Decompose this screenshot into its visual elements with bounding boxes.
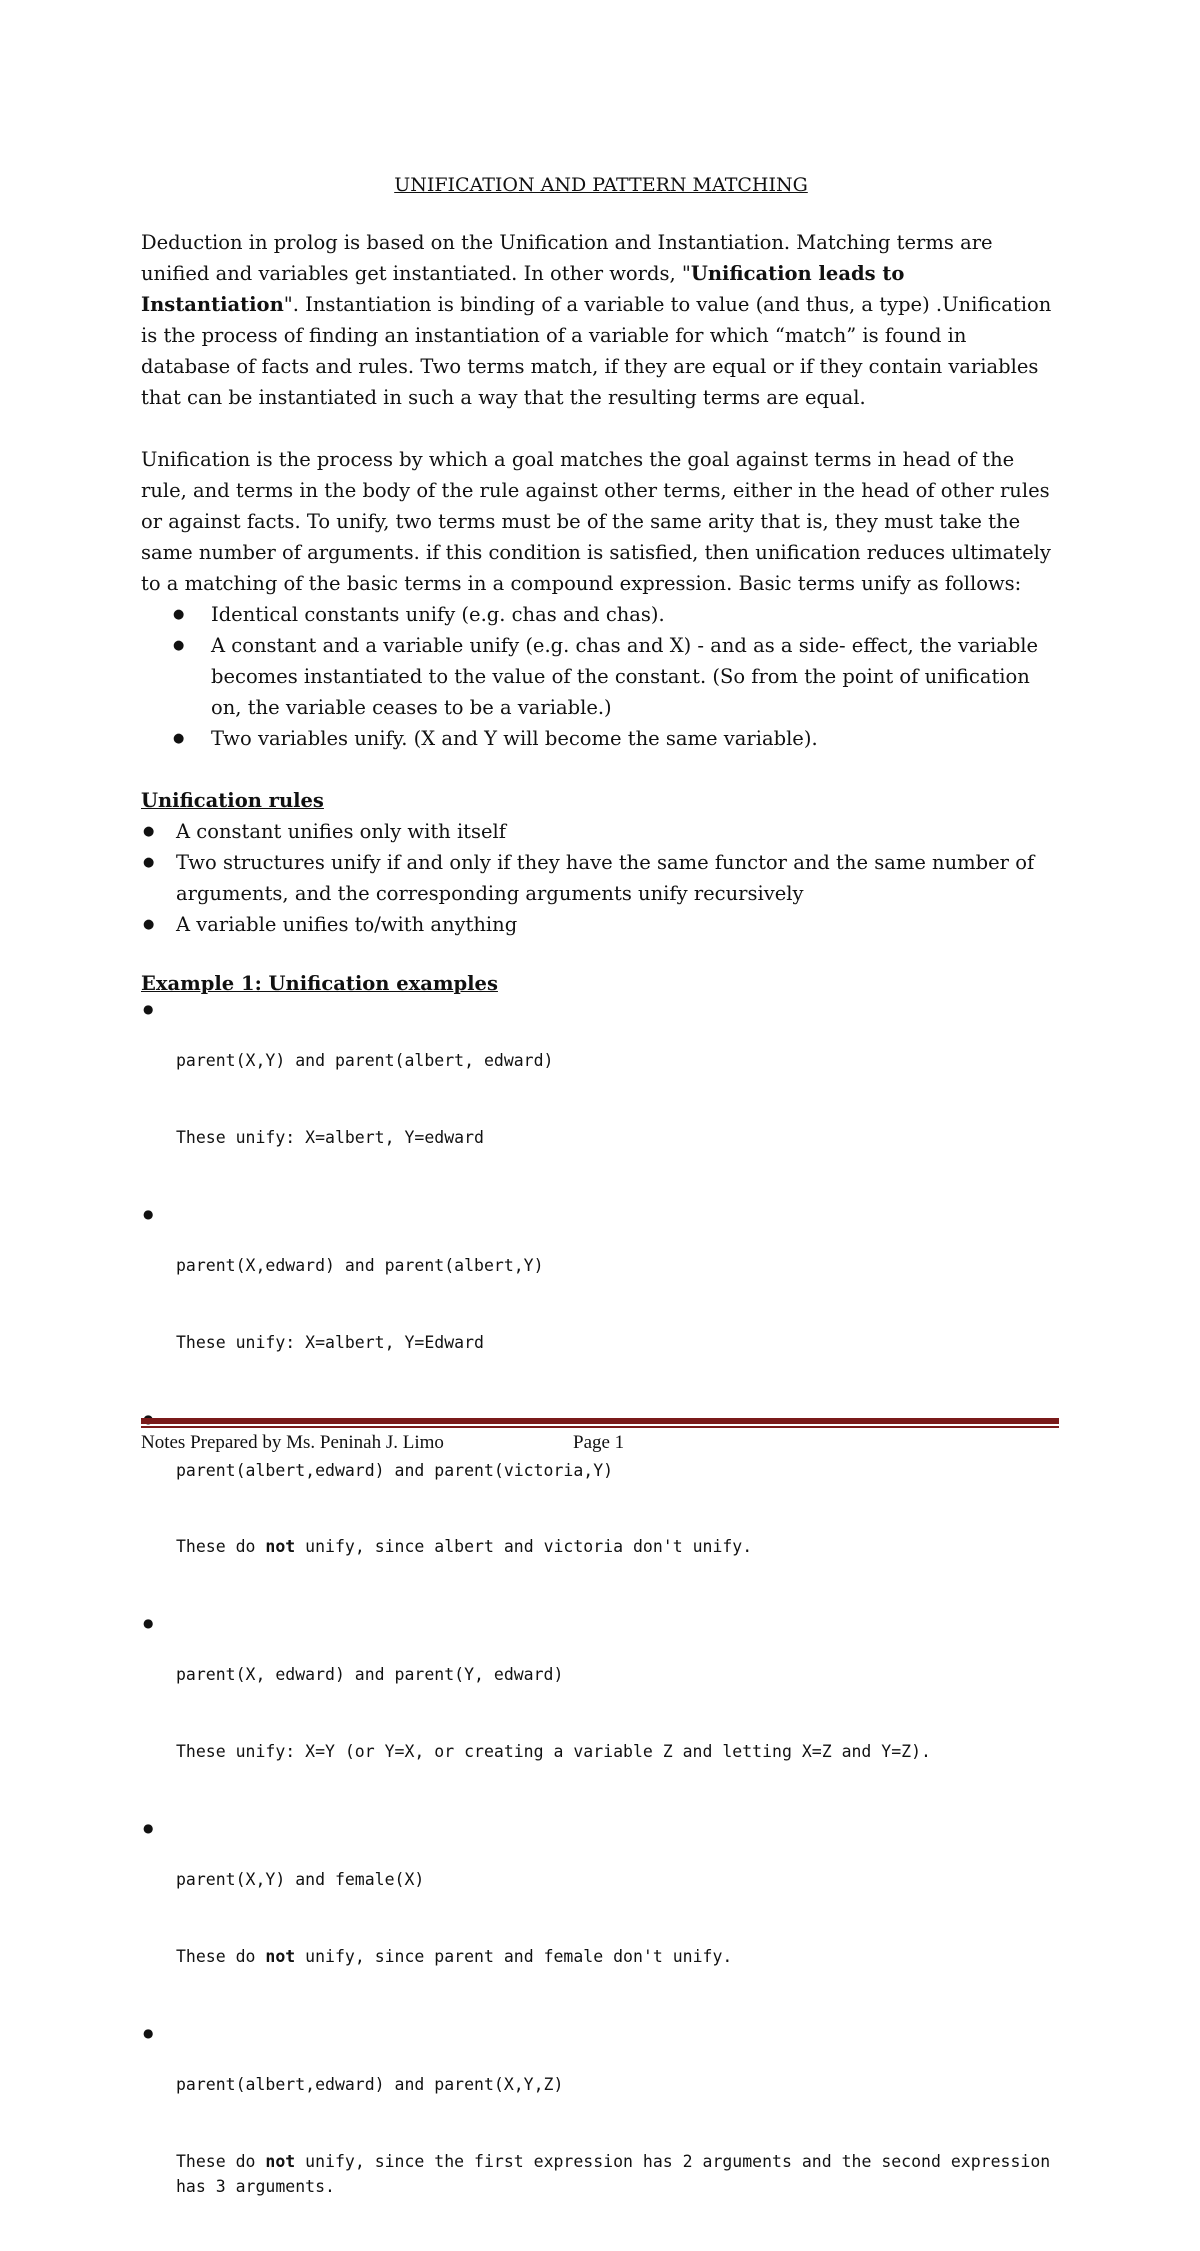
example-result-rest: unify, since parent and female don't unify. [295, 1946, 733, 1966]
example-expression: ● parent(X,Y) and parent(albert, edward) [176, 1051, 554, 1071]
example-result-text: These unify: X=albert, Y=edward [176, 1127, 484, 1147]
example-result [176, 1534, 1061, 1560]
example-result-rest: unify, since albert and victoria don't unify. [295, 1537, 753, 1557]
example-result-rest: unify, since the first expression has 2 arguments and the second expression has 3 arguments. [176, 2151, 1061, 2197]
example-expression: ● parent(X,Y) and female(X) [176, 1870, 425, 1890]
list-item [176, 2021, 1061, 2251]
footer-page-number: Page 1 [573, 1432, 625, 1453]
footer-divider-thick [141, 1418, 1059, 1424]
example-result [176, 1330, 1061, 1356]
example-expression: ● parent(albert,edward) and parent(victoria,Y) [176, 1460, 614, 1480]
footer-divider [141, 1418, 1059, 1429]
example-result [176, 2149, 1061, 2200]
list-item: ● Two structures unify if and only if they have the same functor and the same number of arguments, and the corresponding arguments unify recursively [176, 847, 1061, 909]
example-result [176, 1739, 1061, 1765]
example-result [176, 1125, 1061, 1151]
example-result-text: These do [176, 1946, 266, 1966]
example-result-text: These unify: X=albert, Y=Edward [176, 1332, 484, 1352]
list-item [176, 1611, 1061, 1816]
unification-paragraph: Unification is the process by which a goal matches the goal against terms in head of the rule, and terms in the body of the rule against other terms, either in the head of other rules or against facts. To unify, two terms must be of the same arity that is, they must take the same number of arguments. if this condition is satisfied, then unification reduces ultimately to a matching of the basic terms in a compound expression. Basic terms unify as follows: [141, 448, 1051, 595]
list-item [176, 997, 1061, 1202]
document-body [141, 170, 1061, 2251]
examples-list [141, 997, 1061, 2251]
footer-author: Notes Prepared by Ms. Peninah J. Limo [141, 1432, 444, 1453]
example-result [176, 1944, 1061, 1970]
example-result-bold: not [265, 1946, 296, 1966]
example-result-bold: not [265, 1537, 296, 1557]
rules-list [141, 816, 1061, 940]
intro-bold-phrase: Unification leads to Instantiation [141, 262, 905, 316]
page-title: UNIFICATION AND PATTERN MATCHING [394, 174, 808, 196]
rules-heading: Unification rules [141, 789, 324, 812]
example-expression: ● parent(albert,edward) and parent(X,Y,Z) [176, 2074, 564, 2094]
basic-terms-list [141, 599, 1061, 754]
intro-text-end: ". Instantiation is binding of a variable to value (and thus, a type) .Unification is the process of finding an instantiation of a variable for which “match” is found in database of facts and rules. Two terms match, if they are equal or if they contain variables that can be instantiated in such a way that the resulting terms are equal. [141, 293, 1052, 409]
list-item: ● Identical constants unify (e.g. chas and chas). [211, 599, 1061, 630]
example-result-text: These do [176, 2151, 266, 2171]
footer-divider-thin [141, 1426, 1059, 1428]
example-result-text: These unify: X=Y (or Y=X, or creating a variable Z and letting X=Z and Y=Z). [176, 1742, 931, 1762]
example-heading: Example 1: Unification examples [141, 972, 498, 995]
example-result-text: These do [176, 1537, 266, 1557]
list-item: ● A constant unifies only with itself [176, 816, 1061, 847]
list-item: ● A variable unifies to/with anything [176, 909, 1061, 940]
list-item [176, 1202, 1061, 1407]
list-item [176, 1816, 1061, 2021]
example-expression: ● parent(X, edward) and parent(Y, edward) [176, 1665, 564, 1685]
example-result-bold: not [265, 2151, 296, 2171]
intro-paragraph [141, 227, 1061, 413]
list-item: ● A constant and a variable unify (e.g. chas and X) - and as a side- effect, the variable becomes instantiated to the value of the constant. (So from the point of unification on, the variable ceases to be a variable.) [211, 630, 1061, 723]
intro-text-start: Deduction in prolog is based on the Unification and Instantiation. Matching terms are unified and variables get instantiated. In other words, " [141, 231, 993, 285]
list-item: ● Two variables unify. (X and Y will become the same variable). [211, 723, 1061, 754]
example-expression: ● parent(X,edward) and parent(albert,Y) [176, 1255, 544, 1275]
